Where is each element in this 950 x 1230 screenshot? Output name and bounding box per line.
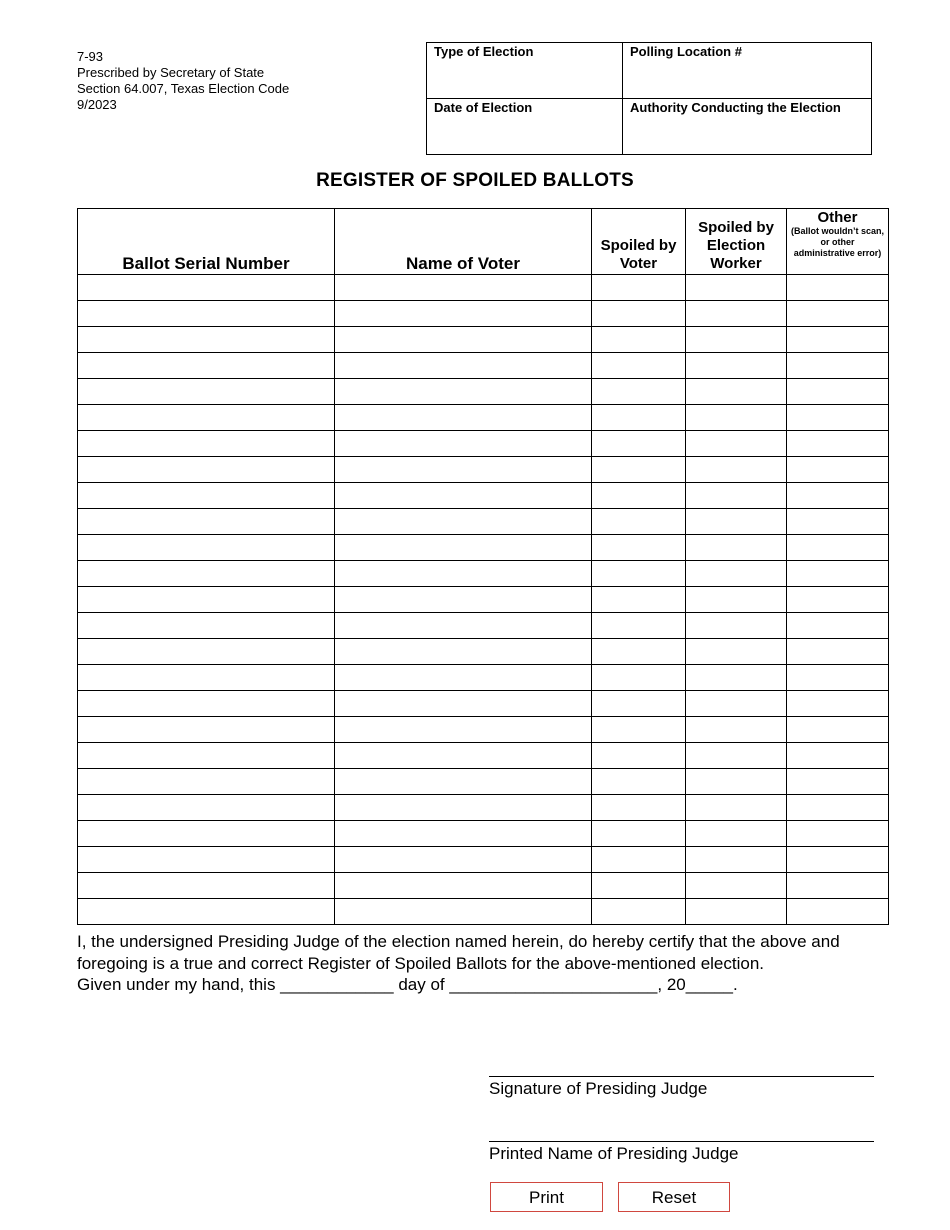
ballot-serial-cell[interactable]	[78, 483, 335, 509]
signature-line[interactable]	[489, 1076, 874, 1077]
other-cell[interactable]	[787, 353, 889, 379]
table-row	[78, 561, 889, 587]
form-meta	[77, 49, 289, 113]
other-cell[interactable]	[787, 665, 889, 691]
certification-statement: I, the undersigned Presiding Judge of the election named herein, do hereby certify that the above and foregoing is a true and correct Register of Spoiled Ballots for the above-mentioned election.	[77, 932, 840, 973]
voter-name-cell[interactable]	[335, 743, 592, 769]
voter-name-cell[interactable]	[335, 327, 592, 353]
other-cell[interactable]	[787, 821, 889, 847]
table-row	[78, 353, 889, 379]
spoiled-by-worker-cell[interactable]	[686, 639, 787, 665]
reset-button[interactable]: Reset	[618, 1182, 730, 1212]
other-cell[interactable]	[787, 691, 889, 717]
other-cell[interactable]	[787, 509, 889, 535]
authority-field[interactable]	[622, 98, 872, 155]
table-row	[78, 457, 889, 483]
spoiled-by-voter-cell[interactable]	[592, 717, 686, 743]
other-cell[interactable]	[787, 431, 889, 457]
spoiled-by-voter-cell[interactable]	[592, 769, 686, 795]
table-row	[78, 717, 889, 743]
signature-block	[489, 1076, 874, 1099]
ballot-serial-cell[interactable]	[78, 717, 335, 743]
other-cell[interactable]	[787, 717, 889, 743]
spoiled-ballots-table	[77, 208, 889, 925]
form-date: 9/2023	[77, 97, 117, 112]
ballot-serial-cell[interactable]	[78, 639, 335, 665]
ballot-serial-cell[interactable]	[78, 301, 335, 327]
spoiled-by-worker-cell[interactable]	[686, 899, 787, 925]
spoiled-by-voter-cell[interactable]	[592, 457, 686, 483]
table-row	[78, 535, 889, 561]
printed-name-line[interactable]	[489, 1141, 874, 1142]
spoiled-by-voter-cell[interactable]	[592, 431, 686, 457]
spoiled-by-voter-cell[interactable]	[592, 873, 686, 899]
spoiled-by-worker-cell[interactable]	[686, 379, 787, 405]
polling-location-field[interactable]	[622, 43, 872, 98]
ballot-serial-cell[interactable]	[78, 509, 335, 535]
other-cell[interactable]	[787, 483, 889, 509]
table-row	[78, 743, 889, 769]
table-body	[78, 275, 889, 925]
other-cell[interactable]	[787, 899, 889, 925]
voter-name-cell[interactable]	[335, 379, 592, 405]
ballot-serial-cell[interactable]	[78, 275, 335, 301]
other-cell[interactable]	[787, 301, 889, 327]
spoiled-by-worker-cell[interactable]	[686, 665, 787, 691]
spoiled-by-voter-cell[interactable]	[592, 795, 686, 821]
voter-name-cell[interactable]	[335, 613, 592, 639]
spoiled-by-voter-cell[interactable]	[592, 535, 686, 561]
printed-name-label: Printed Name of Presiding Judge	[489, 1144, 739, 1163]
other-cell[interactable]	[787, 873, 889, 899]
spoiled-by-voter-cell[interactable]	[592, 353, 686, 379]
spoiled-by-voter-cell[interactable]	[592, 587, 686, 613]
spoiled-by-worker-cell[interactable]	[686, 561, 787, 587]
table-row	[78, 327, 889, 353]
type-of-election-field[interactable]	[427, 43, 622, 98]
ballot-serial-cell[interactable]	[78, 379, 335, 405]
spoiled-by-voter-cell[interactable]	[592, 821, 686, 847]
spoiled-by-voter-cell[interactable]	[592, 275, 686, 301]
spoiled-by-worker-cell[interactable]	[686, 405, 787, 431]
spoiled-by-worker-cell[interactable]	[686, 613, 787, 639]
certification-given: Given under my hand, this ____________ day of ______________________, 20_____.	[77, 975, 738, 994]
header-name-of-voter: Name of Voter	[335, 209, 592, 275]
voter-name-cell[interactable]	[335, 431, 592, 457]
voter-name-cell[interactable]	[335, 561, 592, 587]
voter-name-cell[interactable]	[335, 509, 592, 535]
ballot-serial-cell[interactable]	[78, 587, 335, 613]
header-other-note: (Ballot wouldn’t scan, or other administrative error)	[791, 226, 885, 258]
spoiled-by-voter-cell[interactable]	[592, 405, 686, 431]
other-cell[interactable]	[787, 795, 889, 821]
table-row	[78, 405, 889, 431]
voter-name-cell[interactable]	[335, 457, 592, 483]
voter-name-cell[interactable]	[335, 665, 592, 691]
ballot-serial-cell[interactable]	[78, 873, 335, 899]
voter-name-cell[interactable]	[335, 275, 592, 301]
header-spoiled-by-voter: Spoiled by Voter	[592, 209, 686, 275]
table-row	[78, 847, 889, 873]
table-row	[78, 587, 889, 613]
table-row	[78, 301, 889, 327]
spoiled-by-voter-cell[interactable]	[592, 483, 686, 509]
ballot-serial-cell[interactable]	[78, 899, 335, 925]
printed-name-block	[489, 1141, 874, 1164]
spoiled-by-voter-cell[interactable]	[592, 301, 686, 327]
voter-name-cell[interactable]	[335, 873, 592, 899]
voter-name-cell[interactable]	[335, 795, 592, 821]
spoiled-by-worker-cell[interactable]	[686, 795, 787, 821]
table-row	[78, 379, 889, 405]
election-info-box	[426, 42, 872, 155]
other-cell[interactable]	[787, 275, 889, 301]
ballot-serial-cell[interactable]	[78, 743, 335, 769]
voter-name-cell[interactable]	[335, 639, 592, 665]
ballot-serial-cell[interactable]	[78, 847, 335, 873]
other-cell[interactable]	[787, 639, 889, 665]
ballot-serial-cell[interactable]	[78, 691, 335, 717]
table-row	[78, 821, 889, 847]
voter-name-cell[interactable]	[335, 769, 592, 795]
table-row	[78, 873, 889, 899]
form-prescribed: Prescribed by Secretary of State	[77, 65, 265, 80]
spoiled-by-voter-cell[interactable]	[592, 847, 686, 873]
other-cell[interactable]	[787, 587, 889, 613]
spoiled-by-voter-cell[interactable]	[592, 561, 686, 587]
ballot-serial-cell[interactable]	[78, 535, 335, 561]
other-cell[interactable]	[787, 743, 889, 769]
spoiled-by-worker-cell[interactable]	[686, 717, 787, 743]
spoiled-by-worker-cell[interactable]	[686, 327, 787, 353]
table-row	[78, 613, 889, 639]
voter-name-cell[interactable]	[335, 535, 592, 561]
spoiled-by-voter-cell[interactable]	[592, 327, 686, 353]
table-row	[78, 483, 889, 509]
ballot-serial-cell[interactable]	[78, 769, 335, 795]
header-other	[787, 209, 889, 275]
header-ballot-serial: Ballot Serial Number	[78, 209, 335, 275]
spoiled-by-worker-cell[interactable]	[686, 275, 787, 301]
voter-name-cell[interactable]	[335, 483, 592, 509]
signature-label: Signature of Presiding Judge	[489, 1079, 708, 1098]
form-number: 7-93	[77, 49, 104, 64]
ballot-serial-cell[interactable]	[78, 327, 335, 353]
table-row	[78, 275, 889, 301]
ballot-serial-cell[interactable]	[78, 431, 335, 457]
other-cell[interactable]	[787, 379, 889, 405]
ballot-serial-cell[interactable]	[78, 561, 335, 587]
table-row	[78, 691, 889, 717]
spoiled-by-worker-cell[interactable]	[686, 483, 787, 509]
print-button[interactable]: Print	[490, 1182, 603, 1212]
header-other-label: Other	[817, 209, 858, 226]
other-cell[interactable]	[787, 327, 889, 353]
voter-name-cell[interactable]	[335, 691, 592, 717]
voter-name-cell[interactable]	[335, 847, 592, 873]
other-cell[interactable]	[787, 613, 889, 639]
other-cell[interactable]	[787, 847, 889, 873]
voter-name-cell[interactable]	[335, 821, 592, 847]
spoiled-by-worker-cell[interactable]	[686, 743, 787, 769]
table-row	[78, 769, 889, 795]
voter-name-cell[interactable]	[335, 353, 592, 379]
spoiled-by-worker-cell[interactable]	[686, 301, 787, 327]
spoiled-by-worker-cell[interactable]	[686, 535, 787, 561]
ballot-serial-cell[interactable]	[78, 821, 335, 847]
voter-name-cell[interactable]	[335, 301, 592, 327]
spoiled-by-worker-cell[interactable]	[686, 509, 787, 535]
spoiled-by-voter-cell[interactable]	[592, 743, 686, 769]
date-of-election-label: Date of Election	[434, 100, 533, 115]
spoiled-by-worker-cell[interactable]	[686, 821, 787, 847]
ballot-serial-cell[interactable]	[78, 457, 335, 483]
table-row	[78, 665, 889, 691]
spoiled-by-worker-cell[interactable]	[686, 431, 787, 457]
spoiled-by-worker-cell[interactable]	[686, 353, 787, 379]
spoiled-by-voter-cell[interactable]	[592, 899, 686, 925]
spoiled-by-worker-cell[interactable]	[686, 769, 787, 795]
voter-name-cell[interactable]	[335, 587, 592, 613]
spoiled-by-worker-cell[interactable]	[686, 457, 787, 483]
spoiled-by-voter-cell[interactable]	[592, 379, 686, 405]
ballot-serial-cell[interactable]	[78, 795, 335, 821]
ballot-serial-cell[interactable]	[78, 353, 335, 379]
certification	[77, 931, 877, 996]
other-cell[interactable]	[787, 457, 889, 483]
table-row	[78, 431, 889, 457]
spoiled-by-voter-cell[interactable]	[592, 639, 686, 665]
voter-name-cell[interactable]	[335, 717, 592, 743]
spoiled-by-voter-cell[interactable]	[592, 691, 686, 717]
date-of-election-field[interactable]	[427, 98, 622, 155]
type-of-election-label: Type of Election	[434, 44, 534, 59]
table-row	[78, 899, 889, 925]
spoiled-by-voter-cell[interactable]	[592, 613, 686, 639]
form-section: Section 64.007, Texas Election Code	[77, 81, 290, 96]
ballot-serial-cell[interactable]	[78, 665, 335, 691]
voter-name-cell[interactable]	[335, 899, 592, 925]
ballot-serial-cell[interactable]	[78, 613, 335, 639]
other-cell[interactable]	[787, 535, 889, 561]
table-row	[78, 639, 889, 665]
other-cell[interactable]	[787, 769, 889, 795]
spoiled-by-worker-cell[interactable]	[686, 587, 787, 613]
ballot-serial-cell[interactable]	[78, 405, 335, 431]
other-cell[interactable]	[787, 561, 889, 587]
page-title: REGISTER OF SPOILED BALLOTS	[316, 170, 634, 191]
spoiled-by-voter-cell[interactable]	[592, 665, 686, 691]
table-row	[78, 795, 889, 821]
spoiled-by-worker-cell[interactable]	[686, 873, 787, 899]
spoiled-by-worker-cell[interactable]	[686, 691, 787, 717]
voter-name-cell[interactable]	[335, 405, 592, 431]
authority-label: Authority Conducting the Election	[630, 100, 841, 115]
other-cell[interactable]	[787, 405, 889, 431]
spoiled-by-voter-cell[interactable]	[592, 509, 686, 535]
spoiled-by-worker-cell[interactable]	[686, 847, 787, 873]
table-header-row	[78, 209, 889, 275]
polling-location-label: Polling Location #	[630, 44, 742, 59]
header-spoiled-by-worker: Spoiled by Election Worker	[686, 209, 787, 275]
table-row	[78, 509, 889, 535]
